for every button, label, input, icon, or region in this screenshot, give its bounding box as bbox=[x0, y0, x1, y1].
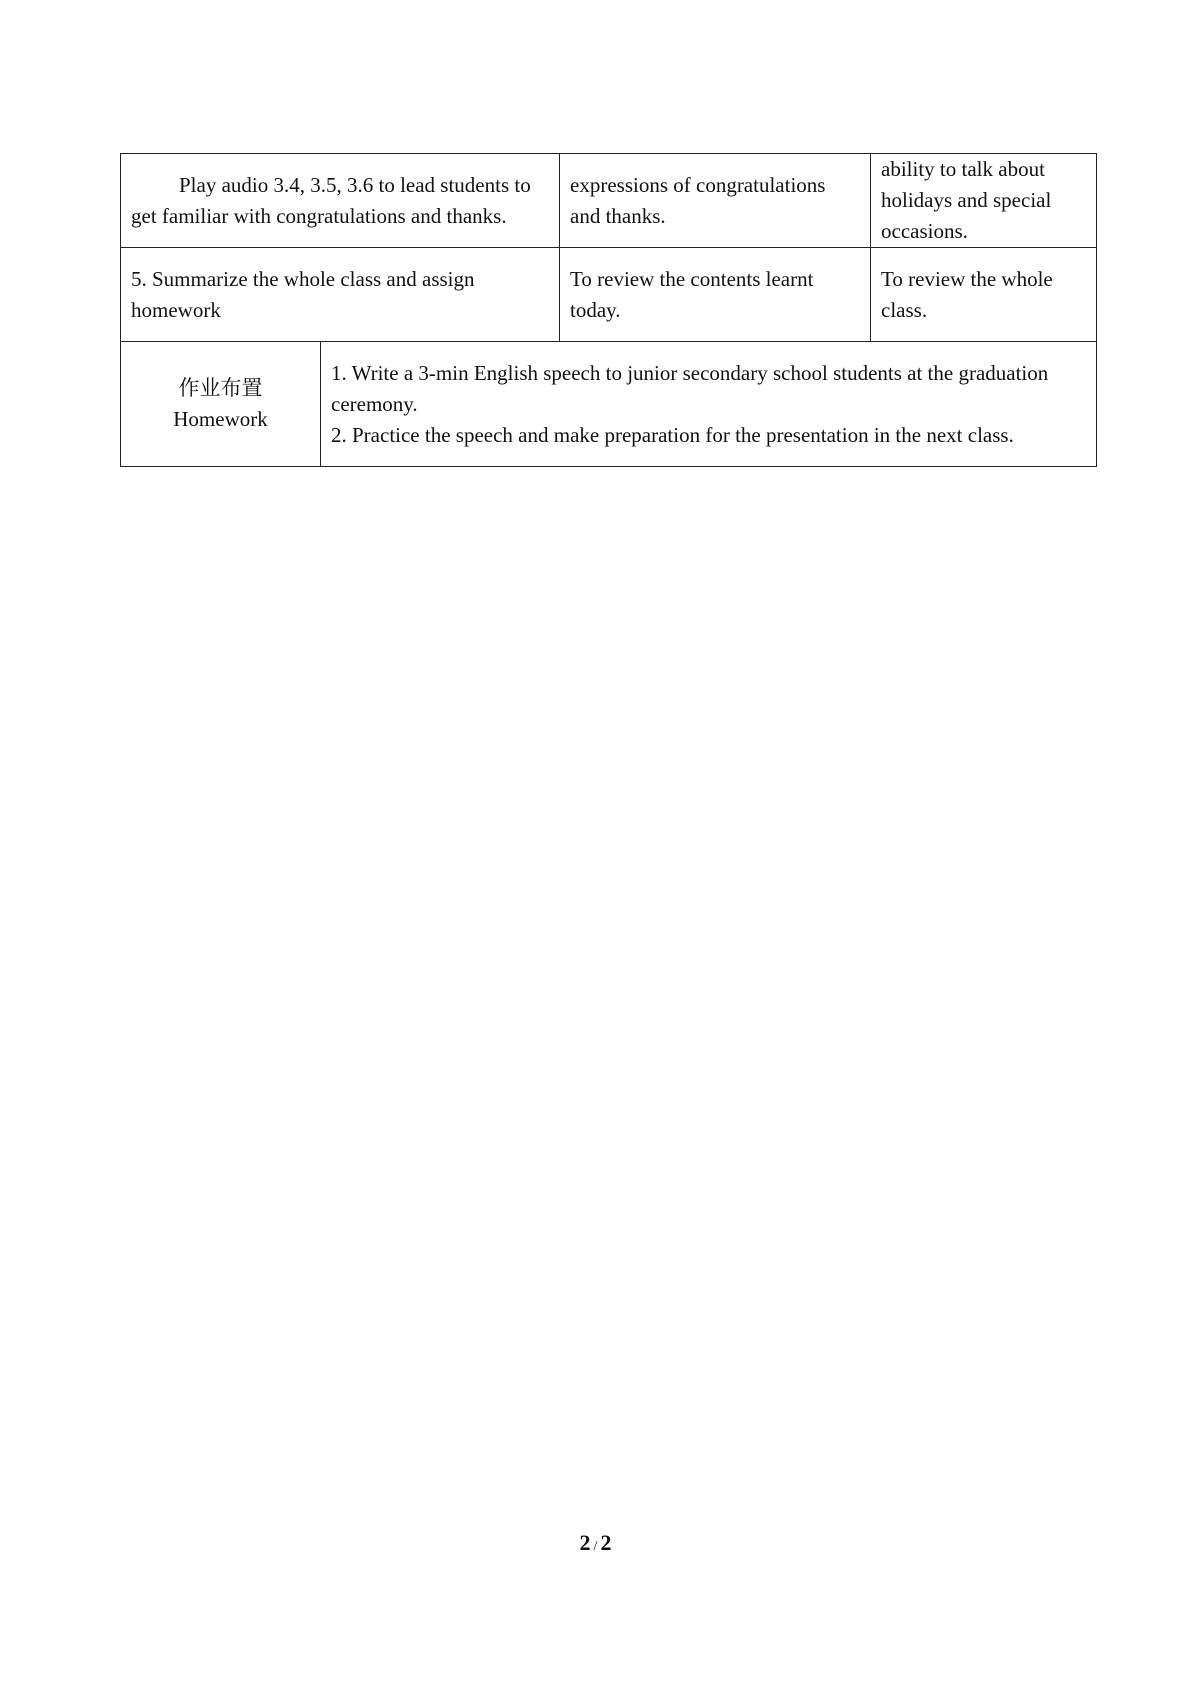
lesson-plan-table bbox=[120, 153, 1097, 467]
homework-label-en: Homework bbox=[173, 407, 268, 431]
page-separator: / bbox=[593, 1539, 598, 1554]
page-current: 2 bbox=[579, 1530, 591, 1555]
homework-content-cell bbox=[321, 342, 1097, 467]
table-row bbox=[121, 248, 1097, 342]
homework-item: 2. Practice the speech and make preparation for the presentation in the next class. bbox=[331, 422, 1014, 447]
activity-cell: 5. Summarize the whole class and assign homework bbox=[121, 248, 560, 342]
table-row bbox=[121, 154, 1097, 248]
page-number bbox=[0, 1530, 1191, 1556]
homework-label-cell bbox=[121, 342, 321, 467]
purpose-cell: To review the contents learnt today. bbox=[560, 248, 871, 342]
purpose-cell: expressions of congratulations and thanks. bbox=[560, 154, 871, 248]
homework-row bbox=[121, 342, 1097, 467]
activity-cell: Play audio 3.4, 3.5, 3.6 to lead students to get familiar with congratulations and thanks. bbox=[121, 154, 560, 248]
goal-cell: ability to talk about holidays and special occasions. bbox=[871, 154, 1097, 248]
homework-item: 1. Write a 3-min English speech to junior secondary school students at the graduation ceremony. bbox=[331, 360, 1049, 416]
page-total: 2 bbox=[600, 1530, 612, 1555]
goal-cell: To review the whole class. bbox=[871, 248, 1097, 342]
homework-label-cn: 作业布置 bbox=[178, 376, 263, 400]
